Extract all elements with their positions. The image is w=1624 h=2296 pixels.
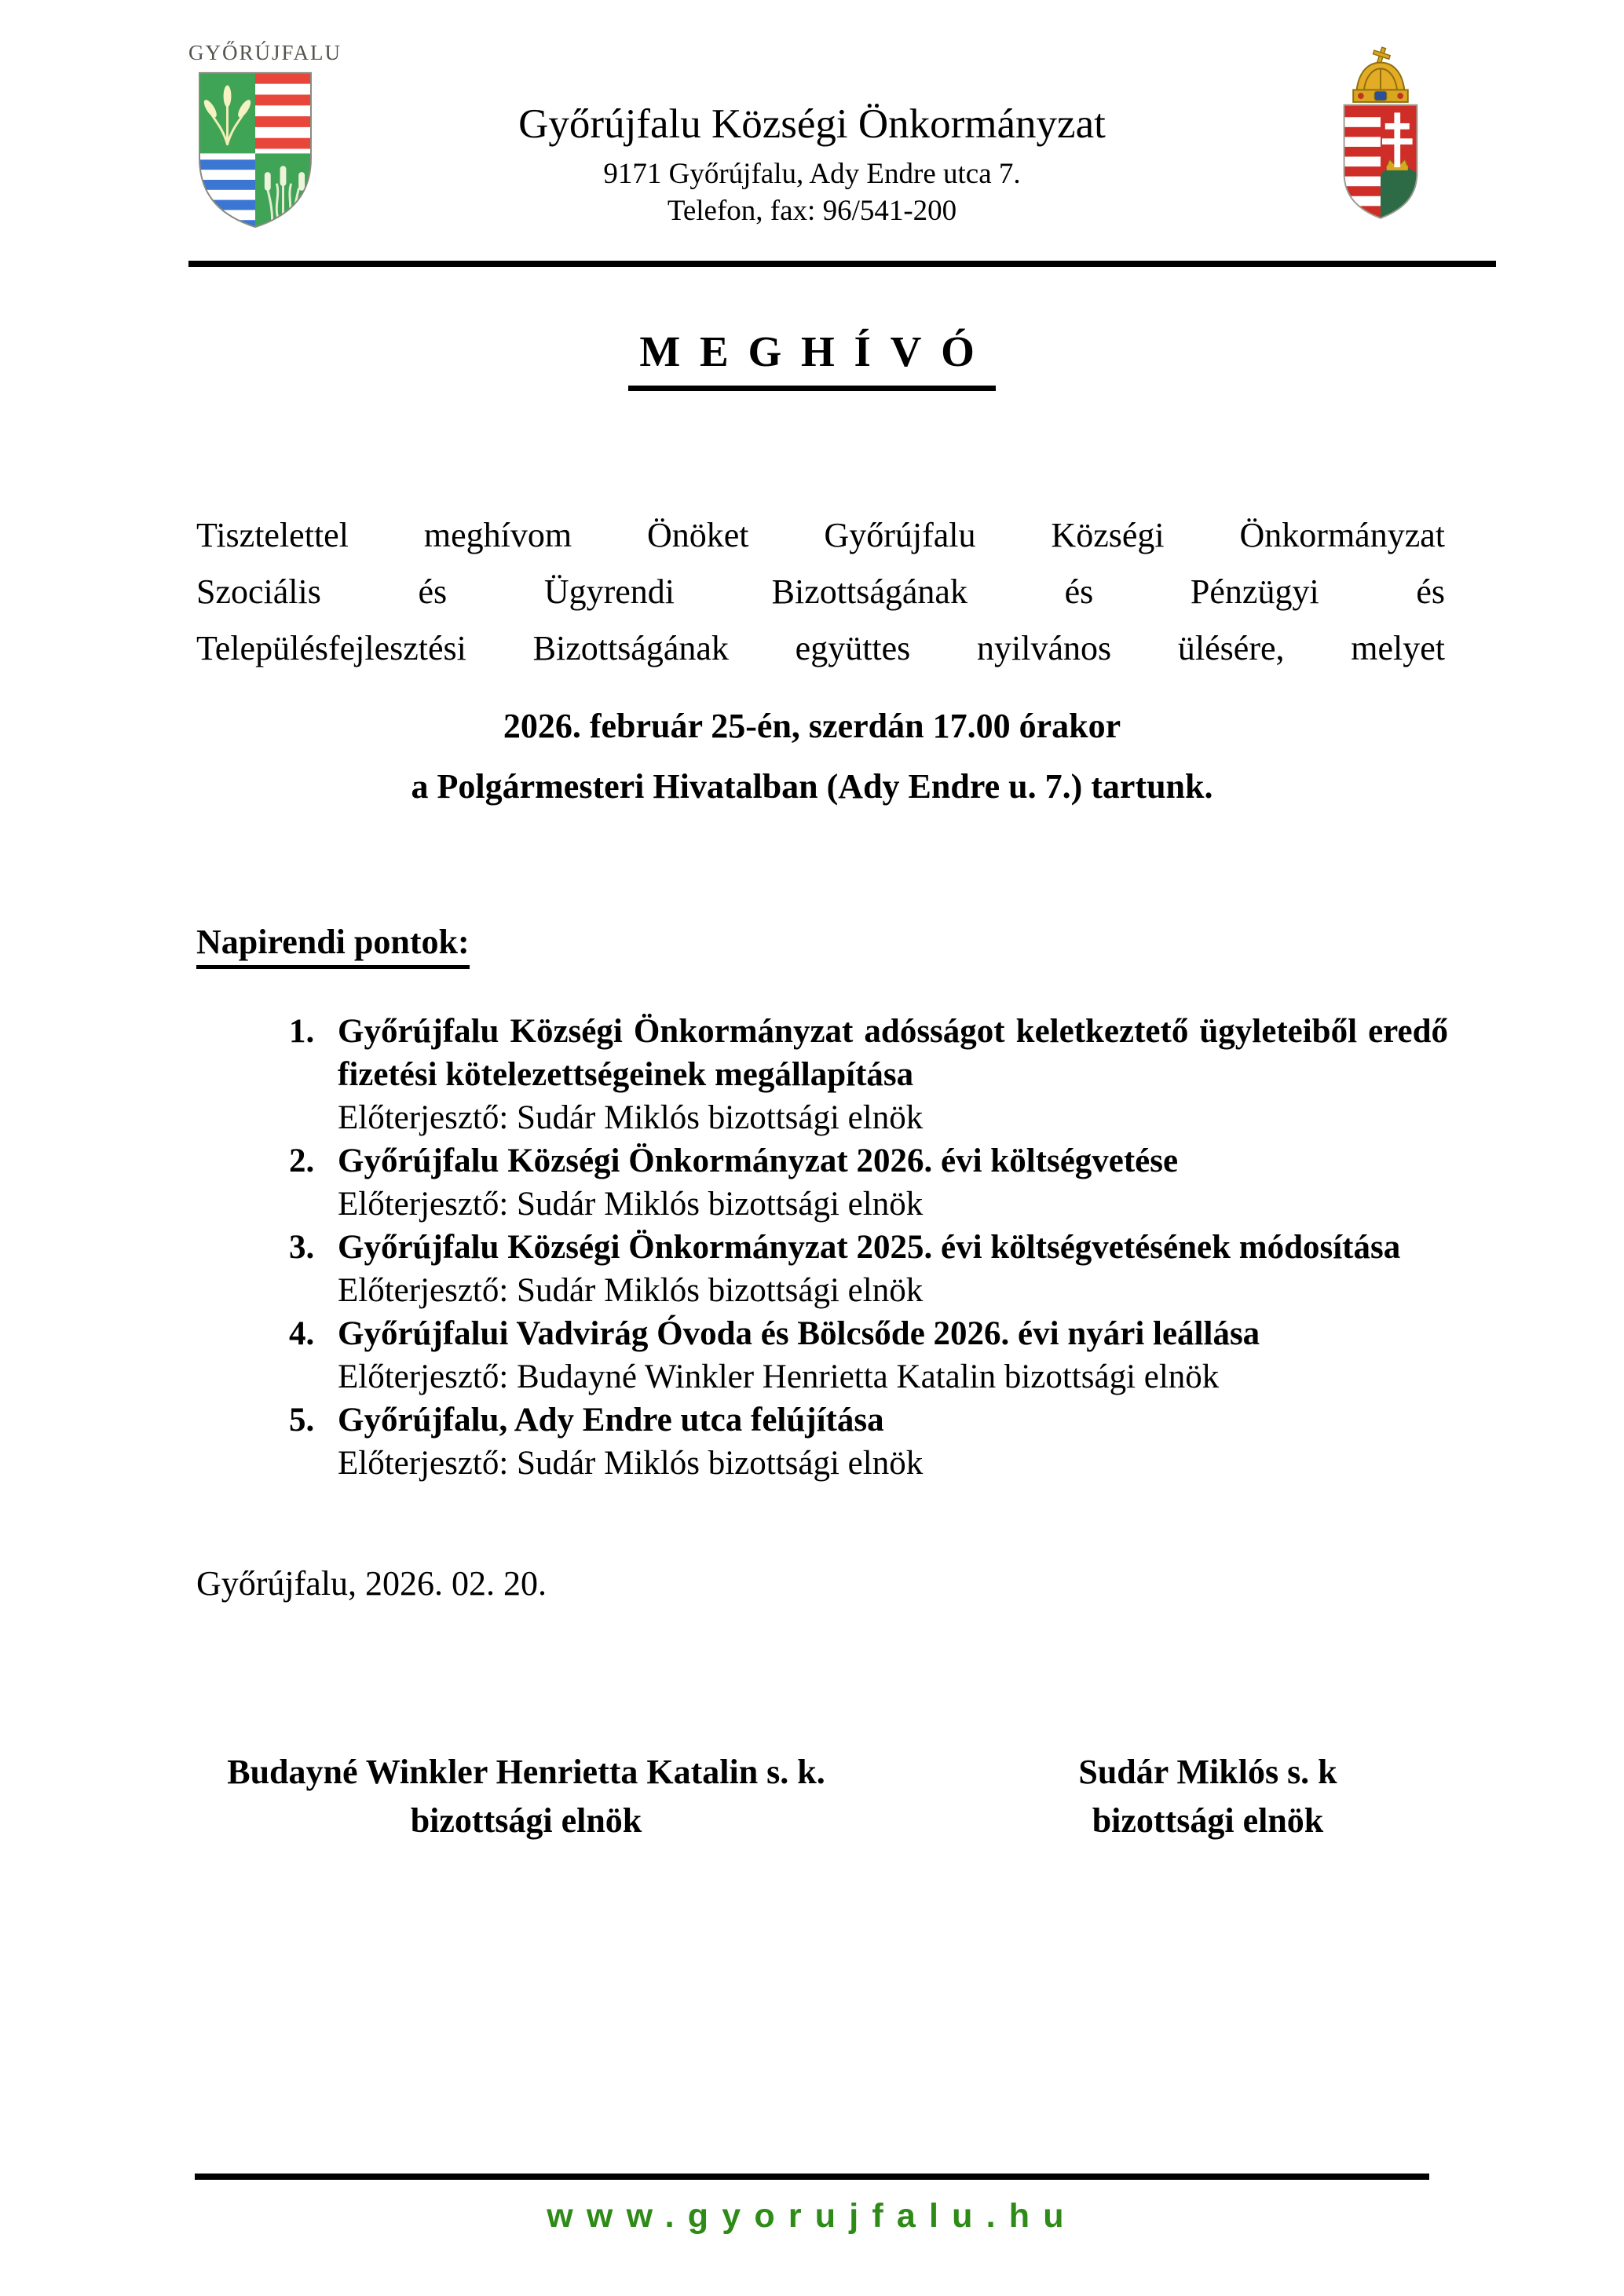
agenda-item-number: 3.: [289, 1229, 315, 1266]
intro-line: Szociális és Ügyrendi Bizottságának és Pénzügyi és: [196, 572, 1445, 611]
letterhead: [0, 0, 1624, 229]
signature-block: [196, 1748, 1396, 1845]
footer-divider: [195, 2174, 1429, 2180]
signatory-role: bizottsági elnök: [410, 1801, 642, 1840]
agenda-item-number: 4.: [289, 1315, 315, 1352]
website-url: www.gyorujfalu.hu: [547, 2197, 1077, 2235]
organization-name: Győrújfalu Községi Önkormányzat: [518, 101, 1106, 147]
agenda-item-presenter: Előterjesztő: Sudár Miklós bizottsági elnök: [338, 1445, 924, 1482]
meeting-datetime: 2026. február 25-én, szerdán 17.00 órakor: [503, 707, 1121, 745]
agenda-item-presenter: Előterjesztő: Budayné Winkler Henrietta Katalin bizottsági elnök: [338, 1358, 1220, 1395]
agenda-item: [196, 1398, 1448, 1485]
agenda-item-presenter: Előterjesztő: Sudár Miklós bizottsági elnök: [338, 1272, 924, 1309]
signatory-name: Sudár Miklós s. k: [1078, 1753, 1337, 1791]
meeting-location: a Polgármesteri Hivatalban (Ady Endre u. 7.) tartunk.: [411, 767, 1213, 806]
signature-left: [196, 1748, 856, 1845]
gyorujfalu-shield-icon: [192, 67, 318, 233]
signatory-role: bizottsági elnök: [1092, 1801, 1324, 1840]
agenda-item-title: Győrújfalui Vadvirág Óvoda és Bölcsőde 2026. évi nyári leállása: [338, 1315, 1260, 1352]
place-and-date: Győrújfalu, 2026. 02. 20.: [196, 1564, 547, 1603]
agenda-item-title: Győrújfalu Községi Önkormányzat 2025. évi költségvetésének módosítása: [338, 1229, 1401, 1266]
gyorujfalu-coat-of-arms: [188, 41, 342, 237]
organization-phone: Telefon, fax: 96/541-200: [667, 195, 957, 227]
agenda-item-title: Győrújfalu, Ady Endre utca felújítása: [338, 1402, 884, 1439]
organization-address: 9171 Győrújfalu, Ady Endre utca 7.: [603, 158, 1021, 190]
intro-line: Településfejlesztési Bizottságának együttes nyilvános ülésére, melyet: [196, 629, 1445, 667]
logo-caption: GYŐRÚJFALU: [188, 41, 342, 64]
header-divider: [188, 261, 1496, 267]
signature-right: [1019, 1748, 1396, 1845]
agenda-item: [196, 1226, 1448, 1312]
agenda-item: [196, 1139, 1448, 1226]
document-title-row: [0, 327, 1624, 391]
agenda-list: [196, 1010, 1448, 1485]
agenda-item-title: Győrújfalu Községi Önkormányzat 2026. évi költségvetése: [338, 1143, 1179, 1179]
agenda-item: [196, 1010, 1448, 1139]
agenda-item-presenter: Előterjesztő: Sudár Miklós bizottsági elnök: [338, 1186, 924, 1223]
intro-paragraph: [196, 507, 1445, 677]
document-title: MEGHÍVÓ: [628, 327, 995, 391]
hungary-coat-of-arms-icon: [1335, 46, 1426, 222]
agenda-heading: Napirendi pontok:: [196, 922, 1624, 969]
agenda-item-title: Győrújfalu Községi Önkormányzat adósságot keletkeztető ügyleteiből eredő fizetési kötelezettségeinek megállapítása: [338, 1013, 1448, 1093]
signatory-name: Budayné Winkler Henrietta Katalin s. k.: [227, 1753, 825, 1791]
agenda-item-presenter: Előterjesztő: Sudár Miklós bizottsági elnök: [338, 1099, 924, 1136]
agenda-item: [196, 1312, 1448, 1398]
agenda-item-number: 1.: [289, 1013, 315, 1050]
intro-line: Tisztelettel meghívom Önöket Győrújfalu Községi Önkormányzat: [196, 516, 1445, 554]
agenda-item-number: 5.: [289, 1402, 315, 1439]
agenda-item-number: 2.: [289, 1143, 315, 1179]
meeting-info: [0, 696, 1624, 817]
